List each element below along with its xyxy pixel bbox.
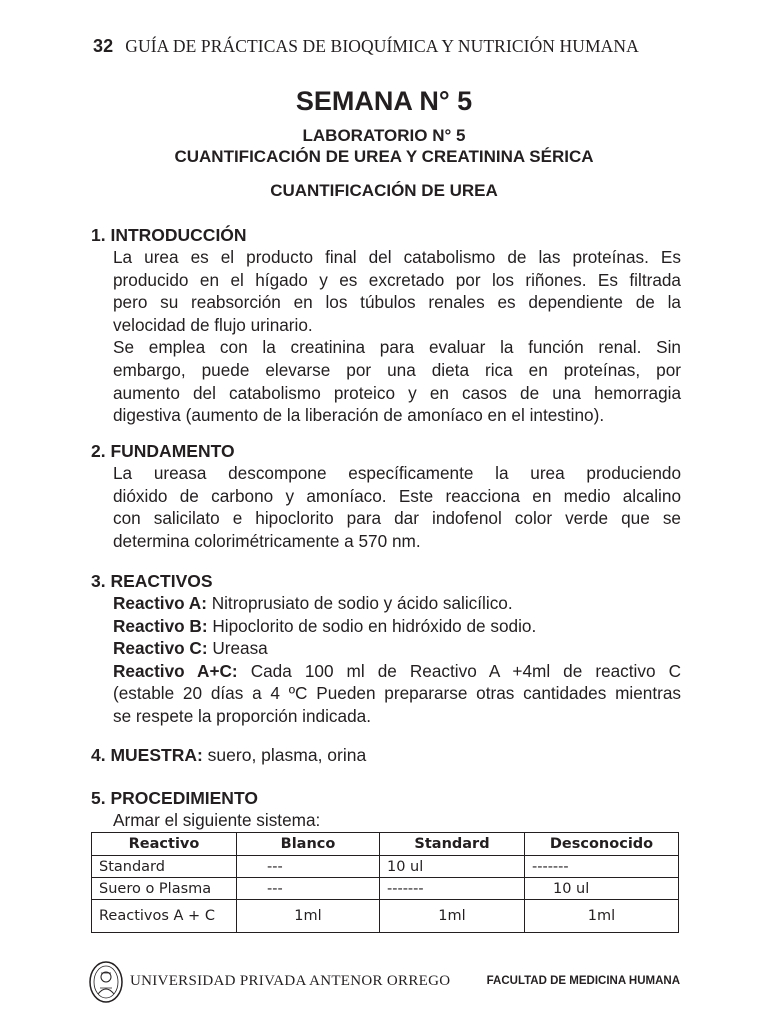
reactivo-c [113,637,681,660]
table-header-row [92,833,679,856]
fundamento-line: La ureasa descompone específicamente la urea produciendo [113,463,681,483]
running-title: GUÍA DE PRÁCTICAS DE BIOQUÍMICA Y NUTRICIÓN HUMANA [125,36,639,56]
table-row [92,856,679,878]
muestra-section [91,744,681,766]
page-footer [88,960,680,1008]
university-name: UNIVERSIDAD PRIVADA ANTENOR ORREGO [130,973,451,989]
faculty-name: FACULTAD DE MEDICINA HUMANA [486,975,680,987]
reactivos-body [113,592,681,728]
reactivo-a-text: Nitroprusiato de sodio y ácido salicílico. [206,593,513,613]
reactivo-c-label: Reactivo C: [113,638,208,659]
table-header-cell: Standard [380,833,525,856]
fundamento-line: con salicilato e hipoclorito para dar indofenol color verde que se [113,508,681,529]
reactivo-b [113,615,681,638]
reactivos-heading: 3. REACTIVOS [91,571,213,591]
reactivo-ac-line: Cada 100 ml de Reactivo A +4ml de reactivo C [250,660,681,681]
fundamento-heading: 2. FUNDAMENTO [91,441,235,461]
reactivo-a-label: Reactivo A: [113,593,207,613]
table-cell: 10 ul [380,856,525,878]
muestra-heading [91,744,681,766]
procedure-table [91,832,679,933]
page-number: 32 [93,36,114,56]
intro-line: pero su reabsorción en los túbulos renales es dependiente de la [113,292,681,313]
table-header-cell: Blanco [237,833,380,856]
intro-body [113,246,681,427]
table-cell: Reactivos A + C [92,900,237,933]
intro-line: velocidad de flujo urinario. [113,314,313,335]
table-cell: ------- [525,856,679,878]
fundamento-line: dióxido de carbono y amoníaco. Este reacciona en medio alcalino [113,485,681,506]
fundamento-line: determina colorimétricamente a 570 nm. [113,530,421,551]
running-header [93,36,639,57]
reactivo-ac [113,660,681,683]
reactivo-b-label: Reactivo B: [113,615,208,636]
intro-line: digestiva (aumento de la liberación de amoníaco en el intestino). [113,405,605,426]
reactivo-a [113,592,681,615]
intro-line: La urea es el producto final del catabolismo de las proteínas. Es [113,247,681,267]
fundamento-section [91,440,681,552]
reactivo-c-text: Ureasa [207,638,268,659]
intro-section [91,224,681,427]
table-cell: 10 ul [525,878,679,900]
table-cell: 1ml [525,900,679,933]
intro-line: producido en el hígado y es excretado por los riñones. Es filtrada [113,269,681,290]
reactivo-ac-line: se respete la proporción indicada. [113,705,371,726]
muestra-text: suero, plasma, orina [202,745,367,765]
intro-line: Se emplea con la creatinina para evaluar la función renal. Sin [113,337,681,358]
table-cell: 1ml [380,900,525,933]
table-cell: Standard [92,856,237,878]
table-header-cell: Reactivo [92,833,237,856]
intro-line: aumento del catabolismo proteico y en casos de una hemorragia [113,382,681,403]
intro-heading: 1. INTRODUCCIÓN [91,225,247,245]
table-row [92,900,679,933]
procedimiento-heading: 5. PROCEDIMIENTO [91,788,258,808]
lab-title [0,125,768,167]
lab-subtitle: CUANTIFICACIÓN DE UREA Y CREATININA SÉRICA [174,147,594,166]
section-title: CUANTIFICACIÓN DE UREA [270,181,498,200]
procedimiento-intro: Armar el siguiente sistema: [113,810,321,830]
university-seal-icon [88,960,124,1004]
reactivo-ac-line: (estable 20 días a 4 ºC Pueden prepararse otras cantidades mientras [113,683,681,704]
table-cell: --- [237,856,380,878]
reactivo-b-text: Hipoclorito de sodio en hidróxido de sodio. [207,615,537,636]
week-title: SEMANA N° 5 [295,86,473,116]
procedimiento-section [91,787,681,832]
table-cell: 1ml [237,900,380,933]
table-cell: ------- [380,878,525,900]
table-row [92,878,679,900]
reactivos-section [91,570,681,728]
fundamento-body [113,462,681,552]
intro-line: embargo, puede elevarse por una dieta rica en proteínas, por [113,359,681,380]
table-cell: --- [237,878,380,900]
reactivo-ac-label: Reactivo A+C: [113,660,238,681]
table-header-cell: Desconocido [525,833,679,856]
lab-number: LABORATORIO N° 5 [302,126,466,145]
muestra-label: 4. MUESTRA: [91,745,203,765]
table-cell: Suero o Plasma [92,878,237,900]
